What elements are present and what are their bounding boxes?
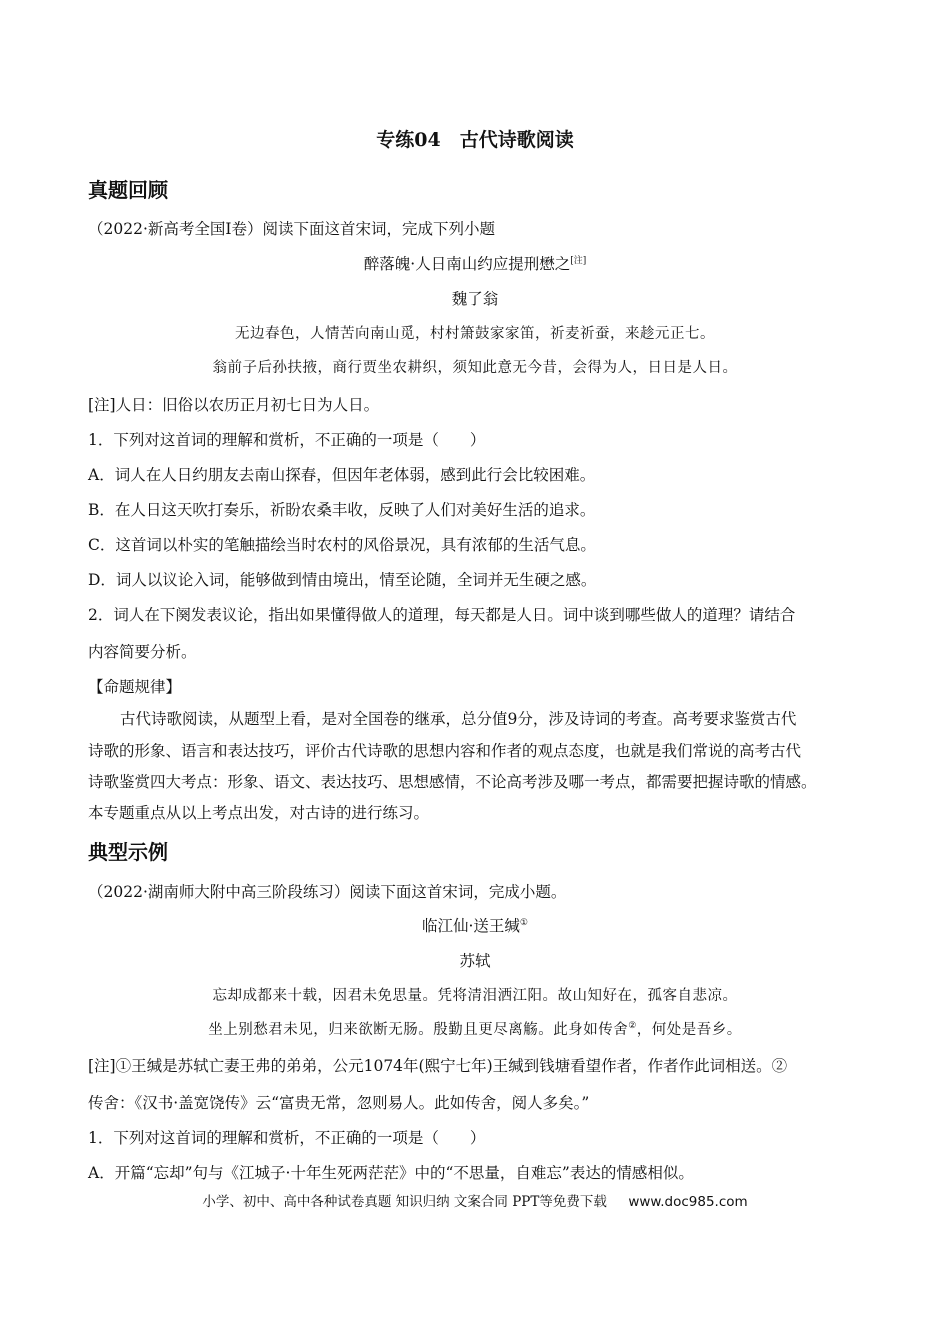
poem2-line-2-a: 坐上别愁君未见，归来欲断无肠。殷勤且更尽离觞。此身如传舍 <box>208 1022 629 1038</box>
section2-question-1: 1．下列对这首词的理解和赏析，不正确的一项是（ ） <box>88 1129 486 1147</box>
poem2-line-2 <box>0 1020 950 1040</box>
section2-intro: （2022·湖南师大附中高三阶段练习）阅读下面这首宋词，完成小题。 <box>88 883 567 901</box>
poem2-line-2-b: ，何处是吾乡。 <box>636 1022 742 1038</box>
page-footer <box>0 1192 950 1212</box>
poem2-note-line-1: [注]①王缄是苏轼亡妻王弗的弟弟，公元1074年(熙宁七年)王缄到钱塘看望作者，作者作此词相送。② <box>88 1057 788 1075</box>
poem1-title-note: [注] <box>570 255 587 266</box>
option-c: C．这首词以朴实的笔触描绘当时农村的风俗景况，具有浓郁的生活气息。 <box>88 536 596 554</box>
footer-url[interactable]: www.doc985.com <box>628 1194 748 1210</box>
rule-label: 【命题规律】 <box>88 678 182 696</box>
footer-text: 小学、初中、高中各种试卷真题 知识归纳 文案合同 PPT等免费下载 <box>202 1194 607 1210</box>
question-2-line-2: 内容简要分析。 <box>88 643 197 661</box>
rule-line-2: 诗歌的形象、语言和表达技巧，评价古代诗歌的思想内容和作者的观点态度，也就是我们常说的高考古代 <box>88 742 802 760</box>
option-a: A．词人在人日约朋友去南山探春，但因年老体弱，感到此行会比较困难。 <box>88 466 596 484</box>
poem2-title-note: ① <box>519 917 528 928</box>
poem2-note-line-2: 传舍：《汉书·盖宽饶传》云“富贵无常，忽则易人。此如传舍，阅人多矣。” <box>88 1094 590 1112</box>
poem2-title-text: 临江仙·送王缄 <box>421 917 520 935</box>
page-title: 专练04 古代诗歌阅读 <box>376 129 574 151</box>
question-2-line-1: 2．词人在下阕发表议论，指出如果懂得做人的道理，每天都是人日。词中谈到哪些做人的道理？请结合 <box>88 606 796 624</box>
option-d: D．词人以议论入词，能够做到情由境出，情至论随，全词并无生硬之感。 <box>88 571 597 589</box>
section1-intro: （2022·新高考全国Ⅰ卷）阅读下面这首宋词，完成下列小题 <box>88 220 495 238</box>
poem1-line-2: 翁前子后孙扶掖，商行贾坐农耕织，须知此意无今昔，会得为人，日日是人日。 <box>212 360 738 376</box>
poem1-line-1: 无边春色，人情苦向南山觅，村村箫鼓家家笛，祈麦祈蚕，来趁元正七。 <box>235 326 715 342</box>
rule-line-4: 本专题重点从以上考点出发，对古诗的进行练习。 <box>88 804 430 822</box>
poem1-title <box>0 254 950 274</box>
poem1-title-text: 醉落魄·人日南山约应提刑懋之 <box>363 255 571 273</box>
section-heading-review: 真题回顾 <box>88 178 168 202</box>
option-b: B．在人日这天吹打奏乐，祈盼农桑丰收，反映了人们对美好生活的追求。 <box>88 501 596 519</box>
poem1-note: [注]人日：旧俗以农历正月初七日为人日。 <box>88 396 380 414</box>
poem2-author: 苏轼 <box>459 952 491 970</box>
question-1: 1．下列对这首词的理解和赏析，不正确的一项是（ ） <box>88 431 486 449</box>
rule-line-3: 诗歌鉴赏四大考点：形象、语文、表达技巧、思想感情，不论高考涉及哪一考点，都需要把握诗歌的情感。 <box>88 773 817 791</box>
section2-option-a: A．开篇“忘却”句与《江城子·十年生死两茫茫》中的“不思量，自难忘”表达的情感相似。 <box>88 1164 694 1182</box>
section-heading-example: 典型示例 <box>88 840 168 864</box>
poem2-title <box>0 916 950 936</box>
rule-line-1: 古代诗歌阅读，从题型上看，是对全国卷的继承，总分值9分，涉及诗词的考查。高考要求鉴赏古代 <box>120 710 797 728</box>
poem2-line-2-note: ② <box>628 1021 637 1032</box>
poem2-line-1: 忘却成都来十载，因君未免思量。凭将清泪洒江阳。故山知好在，孤客自悲凉。 <box>212 988 738 1004</box>
poem1-author: 魏了翁 <box>451 290 499 308</box>
